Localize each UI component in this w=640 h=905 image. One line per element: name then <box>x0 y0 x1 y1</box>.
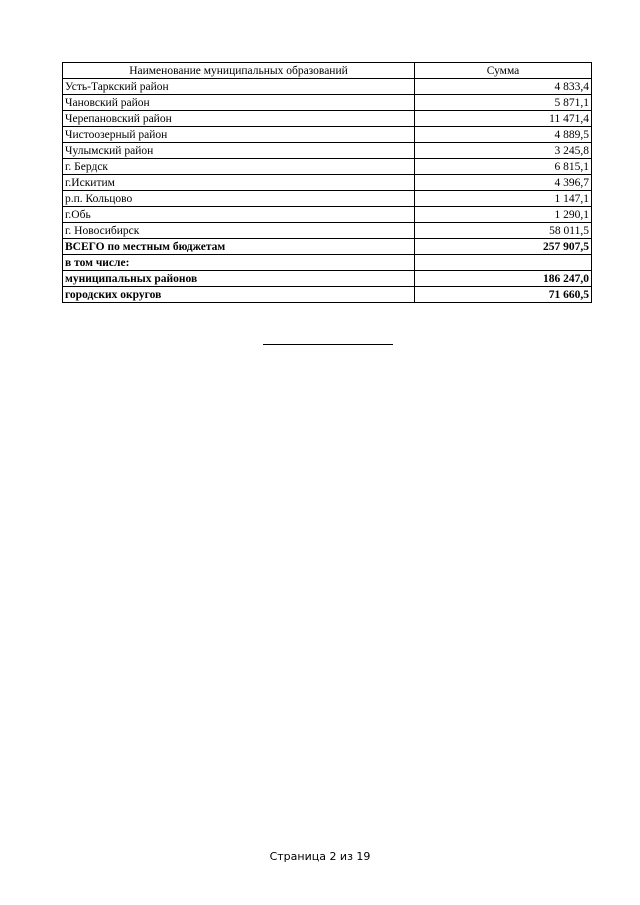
row-name: г.Обь <box>63 207 415 223</box>
including-label: в том числе: <box>63 255 415 271</box>
total-sum: 257 907,5 <box>414 239 591 255</box>
city-districts-name: городских округов <box>63 287 415 303</box>
row-name: г. Новосибирск <box>63 223 415 239</box>
row-name: Чулымский район <box>63 143 415 159</box>
header-name: Наименование муниципальных образований <box>63 63 415 79</box>
total-name: ВСЕГО по местным бюджетам <box>63 239 415 255</box>
row-name: р.п. Кольцово <box>63 191 415 207</box>
row-name: Чановский район <box>63 95 415 111</box>
row-sum: 11 471,4 <box>414 111 591 127</box>
table-row <box>63 143 592 159</box>
table-row <box>63 111 592 127</box>
page-number: Страница 2 из 19 <box>269 850 371 863</box>
table-row <box>63 223 592 239</box>
municipal-districts-sum: 186 247,0 <box>414 271 591 287</box>
city-districts-row <box>63 287 592 303</box>
table-row <box>63 191 592 207</box>
row-sum: 3 245,8 <box>414 143 591 159</box>
total-row <box>63 239 592 255</box>
municipal-districts-name: муниципальных районов <box>63 271 415 287</box>
header-sum: Сумма <box>414 63 591 79</box>
table-header-row <box>63 63 592 79</box>
table-row <box>63 175 592 191</box>
municipal-districts-row <box>63 271 592 287</box>
row-sum: 4 396,7 <box>414 175 591 191</box>
city-districts-sum: 71 660,5 <box>414 287 591 303</box>
table-row <box>63 207 592 223</box>
row-sum: 4 833,4 <box>414 79 591 95</box>
row-name: Черепановский район <box>63 111 415 127</box>
table-row <box>63 159 592 175</box>
including-sum <box>414 255 591 271</box>
table-row <box>63 95 592 111</box>
row-name: Усть-Таркский район <box>63 79 415 95</box>
row-sum: 4 889,5 <box>414 127 591 143</box>
row-name: г.Искитим <box>63 175 415 191</box>
table-row <box>63 79 592 95</box>
row-name: Чистоозерный район <box>63 127 415 143</box>
row-name: г. Бердск <box>63 159 415 175</box>
including-row <box>63 255 592 271</box>
table-row <box>63 127 592 143</box>
row-sum: 5 871,1 <box>414 95 591 111</box>
row-sum: 6 815,1 <box>414 159 591 175</box>
row-sum: 58 011,5 <box>414 223 591 239</box>
budget-table <box>62 62 592 303</box>
row-sum: 1 290,1 <box>414 207 591 223</box>
separator-line <box>263 344 393 345</box>
row-sum: 1 147,1 <box>414 191 591 207</box>
